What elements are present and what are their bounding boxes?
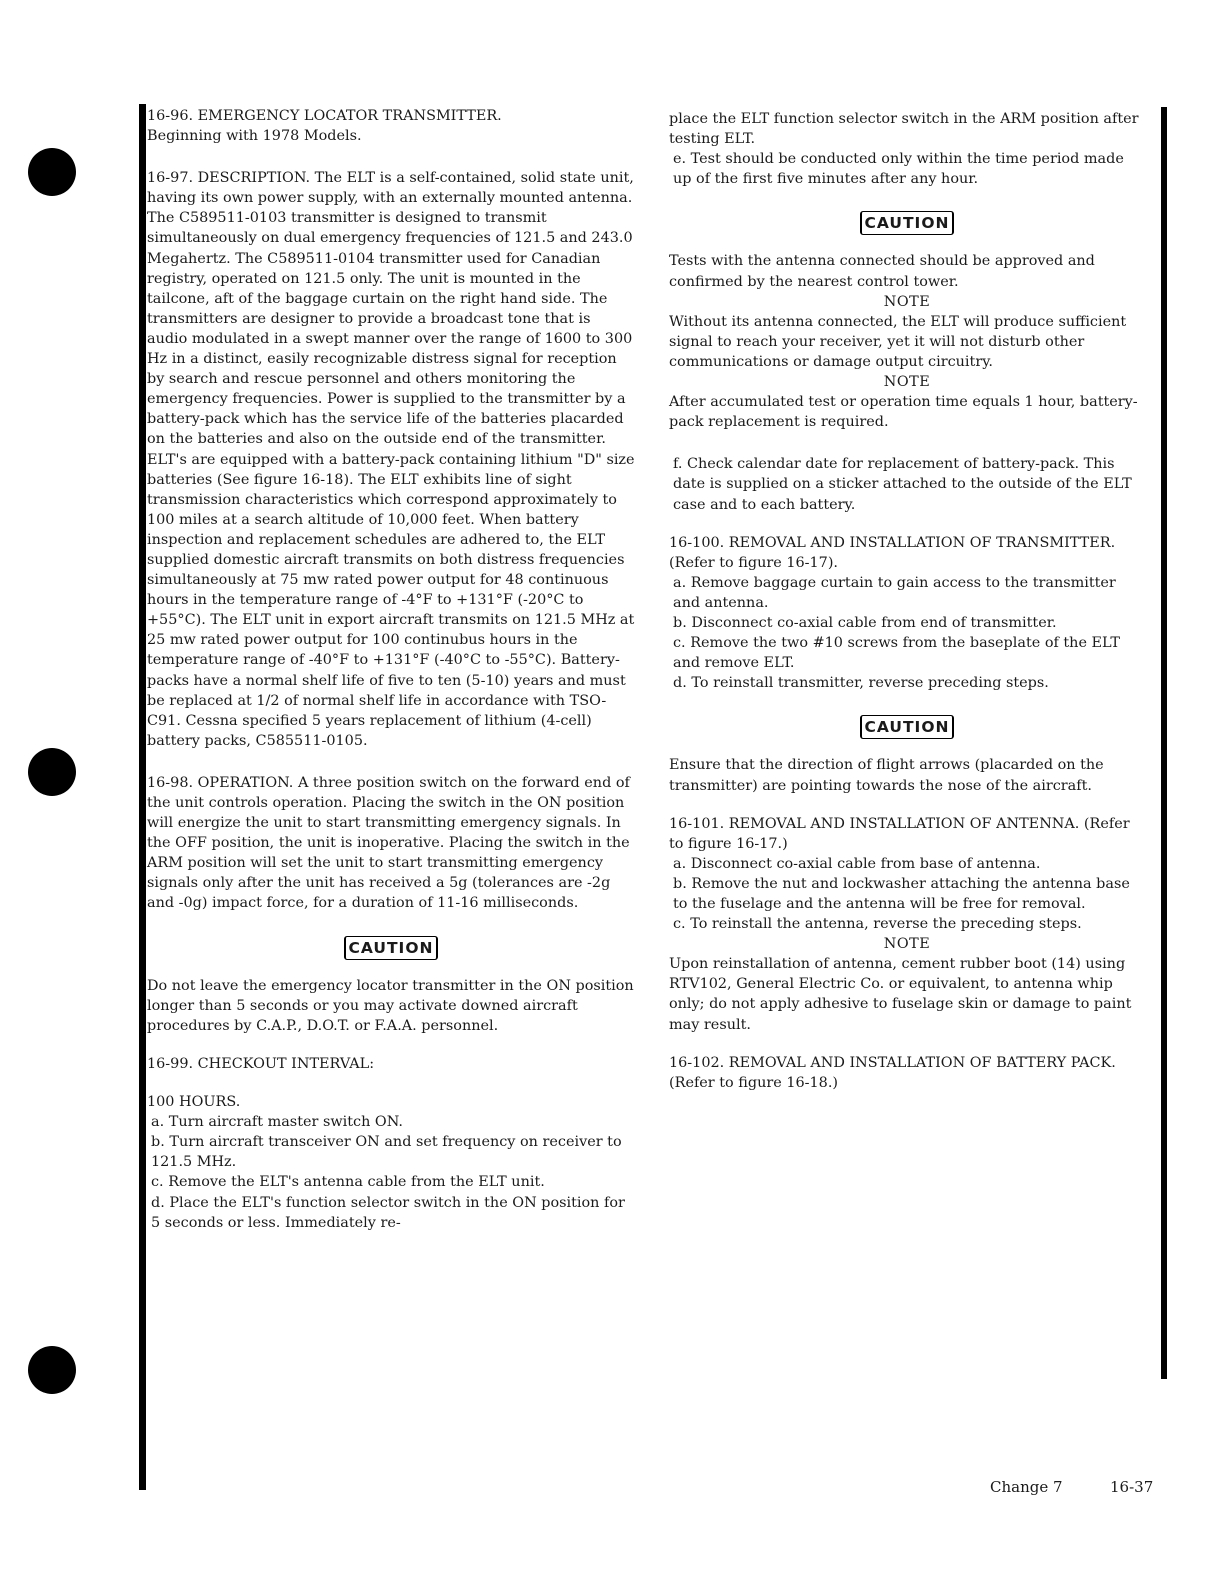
section-heading: 16-99. CHECKOUT INTERVAL:	[147, 1055, 375, 1072]
operation-paragraph: 16-98. OPERATION. A three position switch on the forward end of the unit controls operation. Placing the switch in the ON position will energize the unit to start transmitting emergency signals. In the OFF position, the unit is inoperative. Placing the switch in the ARM position will set the unit to start transmitting emergency signals only after the unit has received a 5g (tolerances are -2g and -0g) impact force, for a duration of 11-16 milliseconds.	[147, 774, 630, 912]
change-number: Change 7	[990, 1478, 1063, 1496]
procedure-step: b. Remove the nut and lockwasher attaching the antenna base to the fuselage and the antenna will be free for removal.	[673, 875, 1130, 912]
section-heading: 16-101. REMOVAL AND INSTALLATION OF ANTENNA. (Refer to figure 16-17.)	[669, 815, 1130, 852]
procedure-step: d. To reinstall transmitter, reverse preceding steps.	[673, 675, 1049, 692]
binder-hole	[28, 748, 76, 796]
left-column	[147, 106, 635, 1233]
note-text: After accumulated test or operation time equals 1 hour, battery-pack replacement is required.	[669, 394, 1138, 431]
procedure-step: a. Remove baggage curtain to gain access to the transmitter and antenna.	[673, 574, 1116, 611]
procedure-step: a. Disconnect co-axial cable from base of antenna.	[673, 855, 1041, 872]
note-text: Upon reinstallation of antenna, cement rubber boot (14) using RTV102, General Electric Co. or equivalent, to antenna whip only; do not apply adhesive to fuselage skin or damage to paint may result.	[669, 956, 1132, 1033]
note-text: Without its antenna connected, the ELT will produce sufficient signal to reach your receiver, yet it will not disturb other communications or damage output circuitry.	[669, 313, 1127, 370]
note-label: NOTE	[883, 374, 931, 391]
note-label: NOTE	[883, 293, 931, 310]
description-paragraph: 16-97. DESCRIPTION. The ELT is a self-contained, solid state unit, having its own power supply, with an externally mounted antenna. The C589511-0103 transmitter is designed to transmit simultaneously on dual emergency frequencies of 121.5 and 243.0 Megahertz. The C589511-0104 transmitter used for Canadian registry, operated on 121.5 only. The unit is mounted in the tailcone, aft of the baggage curtain on the right hand side. The transmitters are designer to provide a broadcast tone that is audio modulated in a swept manner over the range of 1600 to 300 Hz in a distinct, easily recognizable distress signal for reception by search and rescue personnel and others monitoring the emergency frequencies. Power is supplied to the transmitter by a battery-pack which has the service life of the batteries placarded on the batteries and also on the outside end of the transmitter. ELT's are equipped with a battery-pack containing lithium "D" size batteries (See figure 16-18). The ELT exhibits line of sight transmission characteristics which correspond approximately to 100 miles at a search altitude of 10,000 feet. When battery inspection and replacement schedules are adhered to, the ELT supplied domestic aircraft transmits on both distress frequencies simultaneously at 75 mw rated power output for 48 continuous hours in the temperature range of -4°F to +131°F (-20°C to +55°C). The ELT unit in export aircraft transmits on 121.5 MHz at 25 mw rated power output for 100 continubus hours in the temperature range of -40°F to +131°F (-40°C to -55°C). Battery-packs have a normal shelf life of five to ten (5-10) years and must be replaced at 1/2 of normal shelf life in accordance with TSO-C91. Cessna specified 5 years replacement of lithium (4-cell) battery packs, C585511-0105.	[147, 170, 635, 749]
checkout-step: e. Test should be conducted only within the time period made up of the first five minutes after any hour.	[673, 151, 1124, 188]
change-bar-right	[1161, 107, 1167, 1379]
page-number: 16-37	[1110, 1478, 1154, 1496]
caution-label: CAUTION	[860, 715, 955, 739]
caution-text: Do not leave the emergency locator transmitter in the ON position longer than 5 seconds or you may activate downed aircraft procedures by C.A.P., D.O.T. or F.A.A. personnel.	[147, 977, 634, 1034]
caution-banner	[669, 715, 1145, 739]
checkout-step: f. Check calendar date for replacement of battery-pack. This date is supplied on a sticker attached to the outside of the ELT case and to each battery.	[673, 456, 1132, 513]
change-bar-left	[139, 104, 146, 1490]
procedure-step: c. Remove the two #10 screws from the baseplate of the ELT and remove ELT.	[673, 635, 1121, 672]
checkout-step: c. Remove the ELT's antenna cable from the ELT unit.	[151, 1174, 545, 1191]
caution-banner	[147, 936, 635, 960]
section-heading: 16-100. REMOVAL AND INSTALLATION OF TRANSMITTER. (Refer to figure 16-17).	[669, 534, 1116, 571]
caution-banner	[669, 211, 1145, 235]
checkout-step: b. Turn aircraft transceiver ON and set frequency on receiver to 121.5 MHz.	[151, 1134, 622, 1171]
caution-label: CAUTION	[344, 936, 439, 960]
interval-label: 100 HOURS.	[147, 1094, 241, 1111]
note-label: NOTE	[883, 936, 931, 953]
right-column	[669, 109, 1145, 1093]
caution-text: Tests with the antenna connected should be approved and confirmed by the nearest control tower.	[669, 253, 1095, 290]
section-heading: 16-102. REMOVAL AND INSTALLATION OF BATTERY PACK. (Refer to figure 16-18.)	[669, 1054, 1116, 1091]
section-heading: 16-96. EMERGENCY LOCATOR TRANSMITTER.	[147, 108, 502, 124]
procedure-step: b. Disconnect co-axial cable from end of transmitter.	[673, 614, 1057, 631]
caution-text: Ensure that the direction of flight arrows (placarded on the transmitter) are pointing towards the nose of the aircraft.	[669, 757, 1104, 794]
procedure-step: c. To reinstall the antenna, reverse the preceding steps.	[673, 916, 1082, 933]
section-subheading: Beginning with 1978 Models.	[147, 128, 362, 145]
caution-label: CAUTION	[860, 211, 955, 235]
checkout-step-continued: place the ELT function selector switch in the ARM position after testing ELT.	[669, 111, 1139, 148]
checkout-step: a. Turn aircraft master switch ON.	[151, 1114, 403, 1131]
checkout-step: d. Place the ELT's function selector switch in the ON position for 5 seconds or less. Immediately re-	[151, 1194, 625, 1231]
binder-hole	[28, 1346, 76, 1394]
binder-hole	[28, 148, 76, 196]
